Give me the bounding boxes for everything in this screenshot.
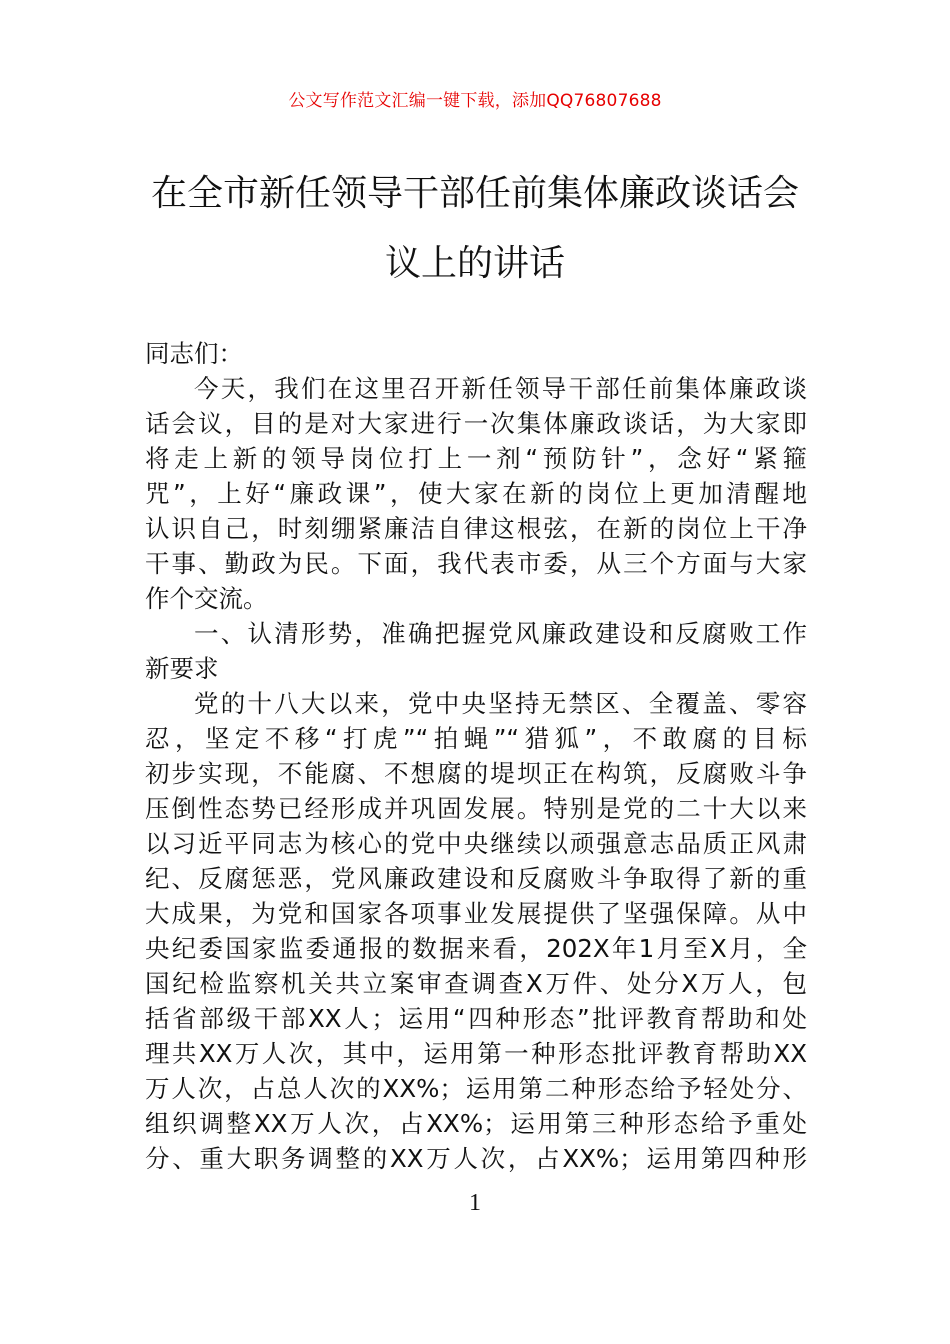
body-line: 万人次，占总人次的XX%；运用第二种形态给予轻处分、 (145, 1074, 807, 1103)
body-line: 分、重大职务调整的XX万人次，占XX%；运用第四种形 (145, 1144, 807, 1173)
body-line: 党的十八大以来，党中央坚持无禁区、全覆盖、零容 (194, 689, 807, 718)
body-line: 认识自己，时刻绷紧廉洁自律这根弦，在新的岗位上干净 (145, 514, 807, 543)
body-line: 括省部级干部XX人；运用“四种形态”批评教育帮助和处 (145, 1004, 807, 1033)
body-line: 理共XX万人次，其中，运用第一种形态批评教育帮助XX (145, 1039, 807, 1068)
page-number: 1 (469, 1190, 481, 1216)
section-heading-line: 新要求 (145, 654, 219, 683)
salutation: 同志们： (145, 339, 243, 368)
section-heading-line: 一、认清形势，准确把握党风廉政建设和反腐败工作 (194, 619, 807, 648)
body-line: 央纪委国家监委通报的数据来看，202X年1月至X月，全 (145, 934, 807, 963)
document-title-line-2: 议上的讲话 (384, 243, 565, 284)
body-line: 国纪检监察机关共立案审查调查X万件、处分X万人，包 (145, 969, 807, 998)
body-line: 作个交流。 (145, 584, 268, 613)
body-line: 话会议，目的是对大家进行一次集体廉政谈话，为大家即 (145, 409, 807, 438)
body-line: 纪、反腐惩恶，党风廉政建设和反腐败斗争取得了新的重 (145, 864, 807, 893)
body-line: 以习近平同志为核心的党中央继续以顽强意志品质正风肃 (145, 829, 807, 858)
body-line: 今天，我们在这里召开新任领导干部任前集体廉政谈 (194, 374, 807, 403)
body-line: 初步实现，不能腐、不想腐的堤坝正在构筑，反腐败斗争 (145, 759, 807, 788)
header-ad-text: 公文写作范文汇编一键下载，添加QQ76807688 (288, 91, 662, 111)
body-line: 忍，坚定不移“打虎”“拍蝇”“猎狐”，不敢腐的目标 (145, 724, 807, 753)
body-line: 干事、勤政为民。下面，我代表市委，从三个方面与大家 (145, 549, 807, 578)
body-line: 大成果，为党和国家各项事业发展提供了坚强保障。从中 (145, 899, 807, 928)
body-line: 组织调整XX万人次，占XX%；运用第三种形态给予重处 (145, 1109, 807, 1138)
document-body (145, 336, 807, 1176)
body-line: 咒”，上好“廉政课”，使大家在新的岗位上更加清醒地 (145, 479, 807, 508)
body-line: 将走上新的领导岗位打上一剂“预防针”，念好“紧箍 (145, 444, 807, 473)
body-line: 压倒性态势已经形成并巩固发展。特别是党的二十大以来 (145, 794, 807, 823)
document-title-line-1: 在全市新任领导干部任前集体廉政谈话会 (150, 173, 799, 214)
